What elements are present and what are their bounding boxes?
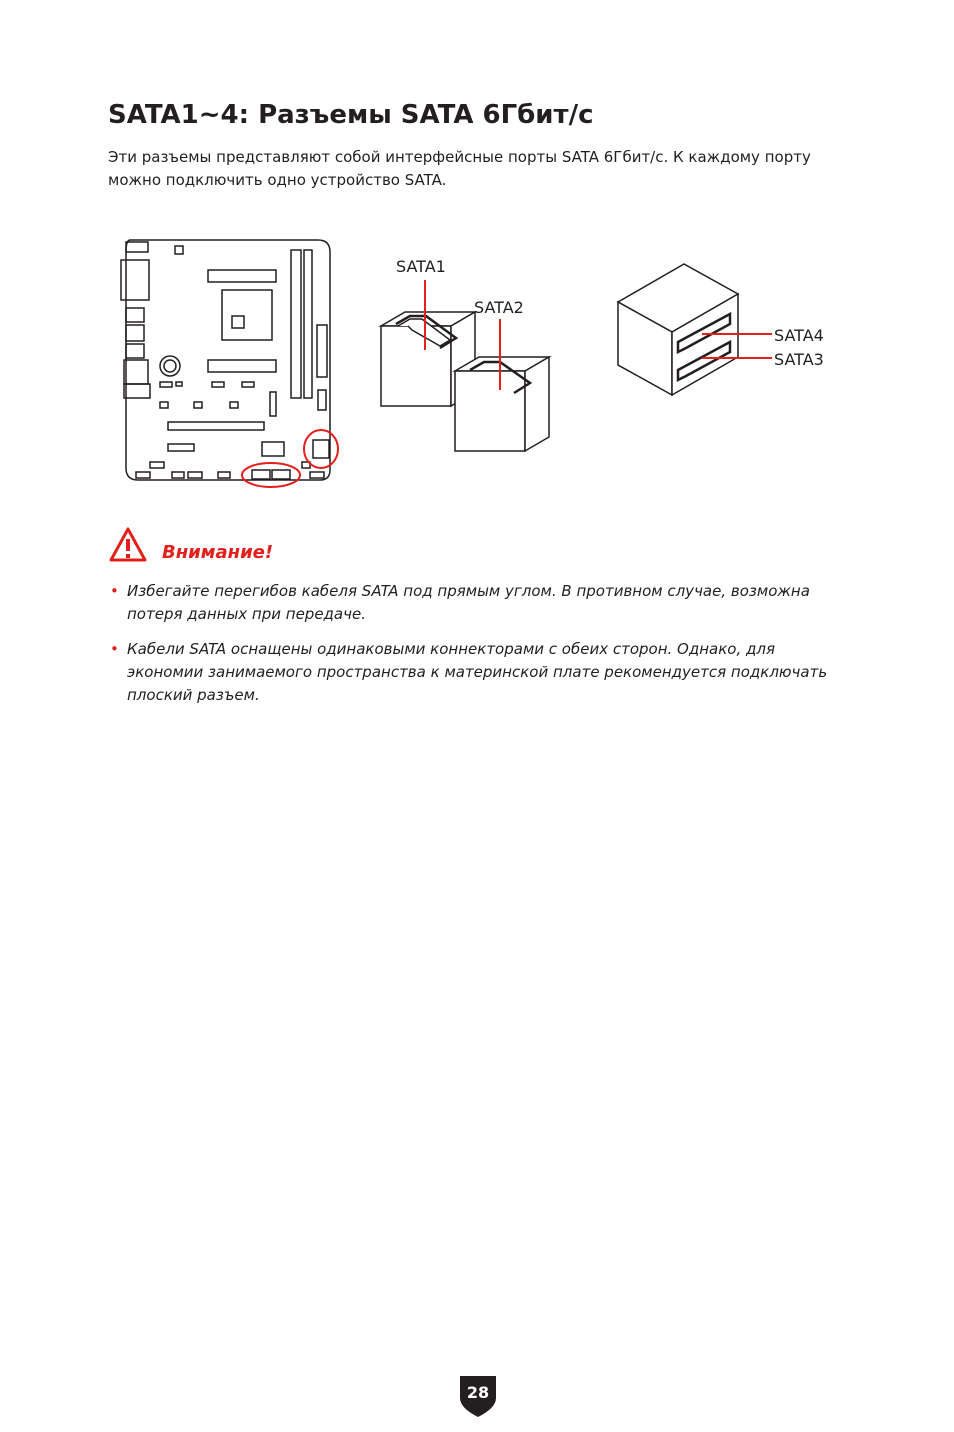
- warning-item-text: Избегайте перегибов кабеля SATA под прямым углом. В противном случае, возможна потеря данных при передаче.: [127, 582, 810, 623]
- warning-item-text: Кабели SATA оснащены одинаковыми коннекторами с обеих сторон. Однако, для экономии занимаемого пространства к материнской плате рекомендуется подключать плоский разъем.: [127, 640, 828, 704]
- warning-triangle-icon: [108, 526, 148, 564]
- motherboard-diagram: [121, 240, 330, 480]
- vertical-sata-connectors: [381, 312, 549, 451]
- page-number: 28: [466, 1383, 490, 1402]
- sata-figure: [0, 230, 954, 510]
- label-sata2: SATA2: [474, 298, 524, 317]
- page-title: SATA1~4: Разъемы SATA 6Гбит/с: [108, 100, 594, 130]
- bullet-icon: •: [110, 582, 119, 600]
- warning-item: [108, 638, 848, 707]
- page-number-badge: [458, 1372, 498, 1418]
- stacked-sata-connector: [618, 264, 738, 395]
- warning-list: [108, 580, 848, 719]
- intro-paragraph: Эти разъемы представляют собой интерфейсные порты SATA 6Гбит/с. К каждому порту можно подключить одно устройство SATA.: [108, 148, 811, 189]
- warning-item: [108, 580, 848, 626]
- bullet-icon: •: [110, 640, 119, 658]
- label-sata1: SATA1: [396, 257, 446, 276]
- warning-title: Внимание!: [162, 542, 274, 563]
- label-sata3: SATA3: [774, 350, 824, 369]
- label-sata4: SATA4: [774, 326, 824, 345]
